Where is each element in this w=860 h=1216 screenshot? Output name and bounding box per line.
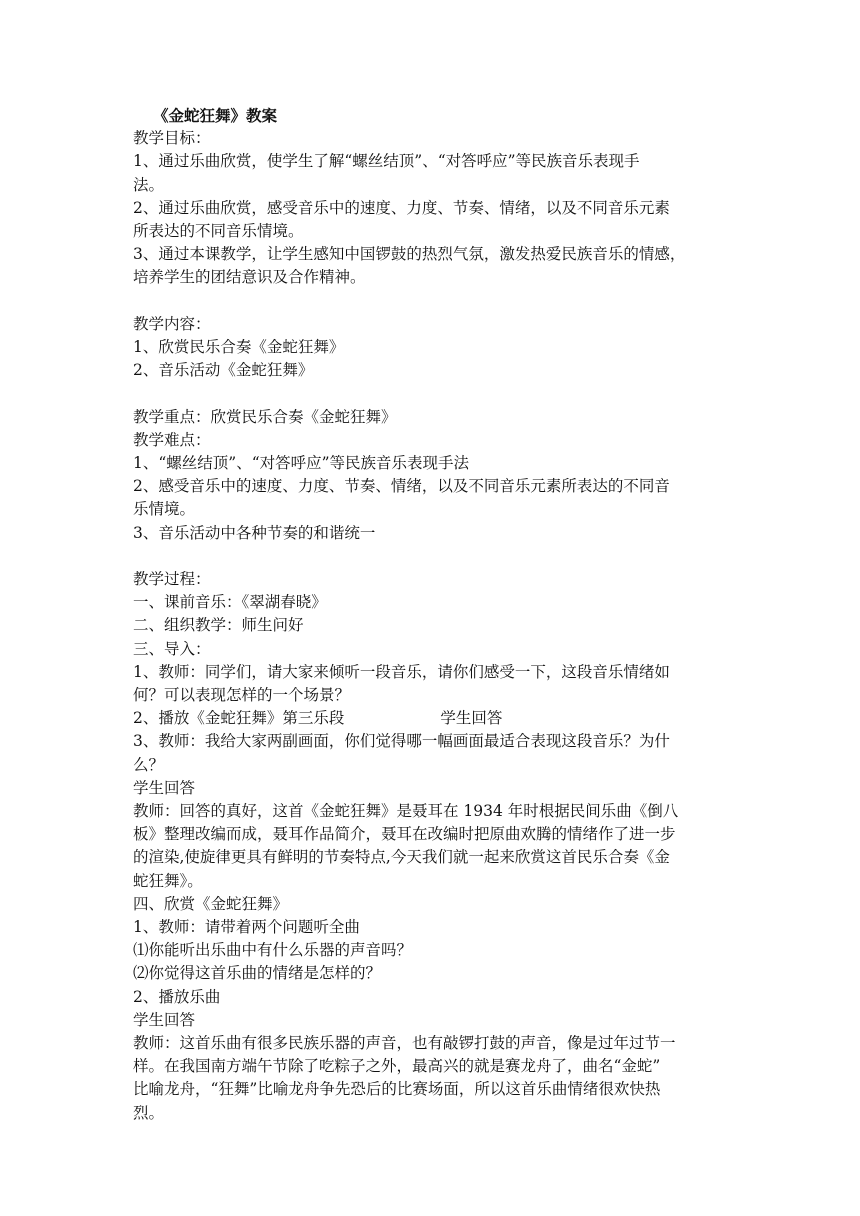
difficulty-item-2-line-1: 2、感受音乐中的速度、力度、节奏、情绪，以及不同音乐元素所表达的不同音 <box>133 477 670 496</box>
blank-line <box>133 290 733 313</box>
process-step-1: 一、课前音乐：《翠湖春晓》 <box>133 593 327 612</box>
process-step-4: 四、欣赏《金蛇狂舞》 <box>133 894 289 913</box>
step-3-2-action: 2、播放《金蛇狂舞》第三乐段 <box>133 709 345 728</box>
step-3-2-response: 学生回答 <box>440 709 503 728</box>
goal-2-line-2: 所表达的不同音乐情境。 <box>133 222 304 241</box>
document-title: 《金蛇狂舞》教案 <box>153 106 278 125</box>
student-answer-2: 学生回答 <box>133 1010 196 1029</box>
blank-line <box>133 382 733 405</box>
difficulty-item-2-line-2: 乐情境。 <box>133 500 196 519</box>
teacher-2-line-4: 烈。 <box>133 1103 165 1122</box>
teacher-2-line-3: 比喻龙舟，“狂舞”比喻龙舟争先恐后的比赛场面，所以这首乐曲情绪很欢快热 <box>133 1080 661 1099</box>
goal-3-line-1: 3、通过本课教学，让学生感知中国锣鼓的热烈气氛，激发热爱民族音乐的情感， <box>133 245 686 264</box>
step-4-2: 2、播放乐曲 <box>133 987 221 1006</box>
content-item-1: 1、欣赏民乐合奏《金蛇狂舞》 <box>133 338 345 357</box>
goal-3-line-2: 培养学生的团结意识及合作精神。 <box>133 268 366 287</box>
key-point: 教学重点：欣赏民乐合奏《金蛇狂舞》 <box>133 407 397 426</box>
content-item-2: 2、音乐活动《金蛇狂舞》 <box>133 361 314 380</box>
teacher-1-line-4: 蛇狂舞》。 <box>133 871 203 890</box>
process-step-2: 二、组织教学：师生问好 <box>133 616 304 635</box>
difficulty-item-3: 3、音乐活动中各种节奏的和谐统一 <box>133 523 376 542</box>
question-2: ⑵你觉得这首乐曲的情绪是怎样的？ <box>133 964 382 983</box>
goal-2-line-1: 2、通过乐曲欣赏，感受音乐中的速度、力度、节奏、情绪，以及不同音乐元素 <box>133 198 670 217</box>
difficulty-item-1: 1、“螺丝结顶”、“对答呼应”等民族音乐表现手法 <box>133 454 470 473</box>
step-3-2 <box>133 707 733 730</box>
teacher-2-line-1: 教师：这首乐曲有很多民族乐器的声音，也有敲锣打鼓的声音，像是过年过节一 <box>133 1034 676 1053</box>
student-answer-1: 学生回答 <box>133 778 196 797</box>
teacher-1-line-3: 的渲染,使旋律更具有鲜明的节奏特点,今天我们就一起来欣赏这首民乐合奏《金 <box>133 848 670 867</box>
goals-heading: 教学目标： <box>133 129 211 148</box>
step-3-1-line-1: 1、教师：同学们，请大家来倾听一段音乐，请你们感受一下，这段音乐情绪如 <box>133 662 670 681</box>
step-3-3-line-2: 么？ <box>133 755 165 774</box>
teacher-1-line-2: 板》整理改编而成，聂耳作品简介，聂耳在改编时把原曲欢腾的情绪作了进一步 <box>133 825 676 844</box>
step-3-3-line-1: 3、教师：我给大家两副画面，你们觉得哪一幅画面最适合表现这段音乐？为什 <box>133 732 670 751</box>
process-heading: 教学过程： <box>133 570 211 589</box>
difficulty-heading: 教学难点： <box>133 430 211 449</box>
goal-1-line-2: 法。 <box>133 175 165 194</box>
content-heading: 教学内容： <box>133 314 211 333</box>
goal-1-line-1: 1、通过乐曲欣赏，使学生了解“螺丝结顶”、“对答呼应”等民族音乐表现手 <box>133 152 640 171</box>
teacher-2-line-2: 样。在我国南方端午节除了吃粽子之外，最高兴的就是赛龙舟了，曲名“金蛇” <box>133 1057 661 1076</box>
lesson-plan-document <box>133 104 733 1125</box>
question-1: ⑴你能听出乐曲中有什么乐器的声音吗？ <box>133 941 413 960</box>
step-3-1-line-2: 何？可以表现怎样的一个场景？ <box>133 686 351 705</box>
process-step-3: 三、导入： <box>133 639 211 658</box>
blank-line <box>133 545 733 568</box>
step-4-1: 1、教师：请带着两个问题听全曲 <box>133 918 360 937</box>
teacher-1-line-1: 教师：回答的真好，这首《金蛇狂舞》是聂耳在 1934 年时根据民间乐曲《倒八 <box>133 802 679 821</box>
